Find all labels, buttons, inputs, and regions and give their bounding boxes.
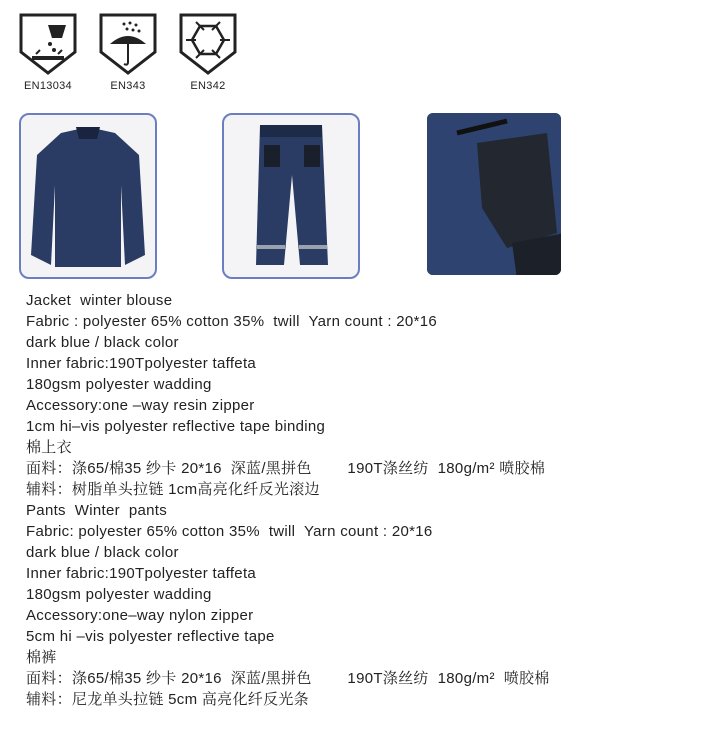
pants-title: Pants Winter pants [26,502,168,519]
jacket-color: dark blue / black color [26,334,179,351]
pants-accessory: Accessory:one–way nylon zipper [26,607,254,624]
pants-wadding: 180gsm polyester wadding [26,586,212,603]
badge-en343 [96,12,160,92]
jacket-wadding: 180gsm polyester wadding [26,376,212,393]
jacket-photo [19,113,157,279]
jacket-fabric-cn: 面料：涤65/棉35 纱卡 20*16 深蓝/黑拼色 190T涤丝纺 180g/m² 喷胶棉 [26,460,546,477]
product-description [26,290,550,710]
chemical-splash-icon [18,12,78,76]
pocket-detail-photo [427,113,561,275]
badge-en13034 [16,12,80,92]
jacket-inner-fabric: Inner fabric:190Tpolyester taffeta [26,355,257,372]
jacket-title-cn: 棉上衣 [26,439,72,456]
rain-umbrella-icon [98,12,158,76]
pants-accessory-cn: 辅料：尼龙单头拉链 5cm 高亮化纤反光条 [26,691,309,708]
badge-label: EN343 [110,80,146,92]
pants-color: dark blue / black color [26,544,179,561]
badge-label: EN342 [190,80,226,92]
jacket-accessory-cn: 辅料：树脂单头拉链 1cm高亮化纤反光滚边 [26,481,320,498]
pants-title-cn: 棉裤 [26,649,57,666]
pants-fabric: Fabric: polyester 65% cotton 35% twill Yarn count : 20*16 [26,523,433,540]
jacket-accessory: Accessory:one –way resin zipper [26,397,255,414]
pants-inner-fabric: Inner fabric:190Tpolyester taffeta [26,565,257,582]
pants-photo [222,113,360,279]
jacket-fabric: Fabric : polyester 65% cotton 35% twill Yarn count : 20*16 [26,313,437,330]
snowflake-cold-icon [178,12,238,76]
badge-en342 [176,12,240,92]
badge-label: EN13034 [24,80,72,92]
pants-fabric-cn: 面料：涤65/棉35 纱卡 20*16 深蓝/黑拼色 190T涤丝纺 180g/m² 喷胶棉 [26,670,550,687]
jacket-reflective-tape: 1cm hi–vis polyester reflective tape binding [26,418,326,435]
jacket-title: Jacket winter blouse [26,292,173,309]
pants-reflective-tape: 5cm hi –vis polyester reflective tape [26,628,275,645]
